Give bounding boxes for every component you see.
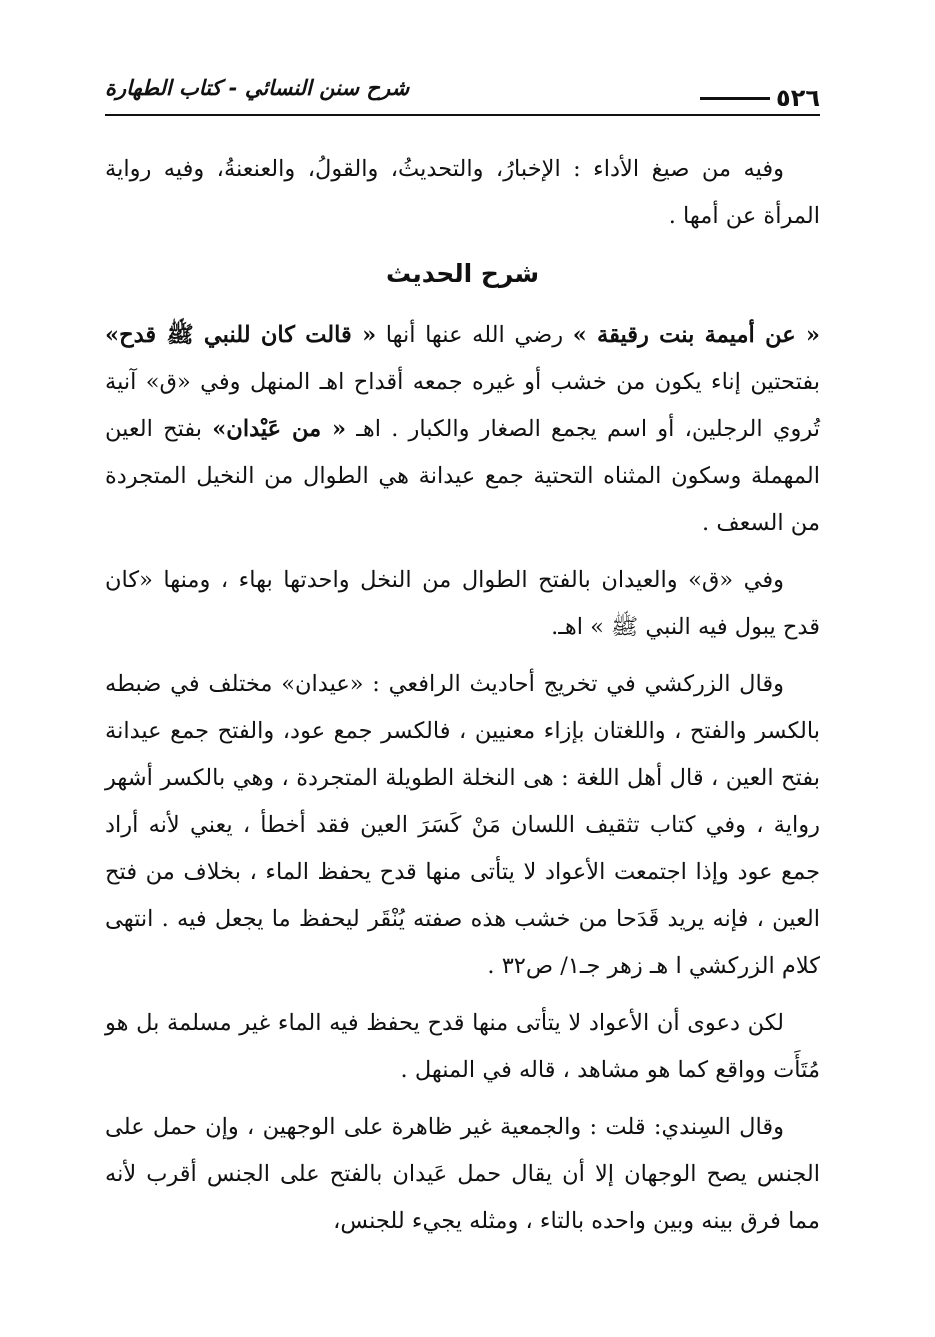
header-rule-ornament (700, 97, 770, 100)
quoted-hadith-text: « قالت كان للنبي ﷺ قدح» (105, 322, 377, 348)
body-text (105, 146, 820, 1245)
zarkashi-paragraph: وقال الزركشي في تخريج أحاديث الرافعي : «عيدان» مختلف في ضبطه بالكسر والفتح ، واللغتان بإزاء معنيين ، فالكسر جمع عود، والفتح جمع عيدانة بفتح العين ، قال أهل اللغة : هى النخلة الطويلة المتجردة ، وهي بالكسر أشهر رواية ، وفي كتاب تثقيف اللسان مَنْ كَسَرَ العين فقد أخطأ ، يعني لأنه أراد جمع عود وإذا اجتمعت الأعواد لا يتأتى منها قدح يحفظ الماء ، بخلاف من فتح العين ، فإنه يريد قَدَحا من خشب هذه صفته يُنْقَر ليحفظ ما يجعل فيه . انتهى كلام الزركشي ا هـ زهر جـ١/ ص٣٢ . (105, 671, 820, 979)
commentary-text: بفتحتين إناء يكون من خشب أو غيره جمعه أقداح اهـ المنهل وفي «ق» آنية تُروي الرجلين، أو اسم يجمع الصغار والكبار . اهـ (105, 369, 820, 442)
section-title: شرح الحديث (385, 259, 540, 288)
book-page (105, 66, 820, 1306)
page-number-text: ٥٢٦ (776, 84, 820, 112)
rebuttal-paragraph: لكن دعوى أن الأعواد لا يتأتى منها قدح يحفظ فيه الماء غير مسلمة بل هو مُتَأَت وواقع كما هو مشاهد ، قاله في المنهل . (105, 1010, 820, 1083)
sindi-paragraph: وقال السِندي: قلت : والجمعية غير ظاهرة على الوجهين ، وإن حمل على الجنس يصح الوجهان إلا أن يقال حمل عَيدان بالفتح على الجنس أقرب لأنه مما فرق بينه وبين واحده بالتاء ، ومثله يجيء للجنس، (105, 1114, 820, 1234)
quoted-narrator: « عن أميمة بنت رقيقة » (572, 322, 820, 348)
running-title: شرح سنن النسائي - كتاب الطهارة (105, 76, 410, 100)
commentary-text: رضي الله عنها أنها (376, 322, 573, 348)
hadith-commentary-paragraph (105, 312, 820, 547)
quoted-word: « من عَيْدان» (212, 416, 347, 442)
qamus-paragraph: وفي «ق» والعيدان بالفتح الطوال من النخل واحدتها بهاء ، ومنها «كان قدح يبول فيه النبي ﷺ » اهـ. (105, 567, 820, 640)
commentary-text: بفتح العين المهملة وسكون المثناه التحتية جمع عيدانة هي الطوال من النخيل المتجردة من السعف . (105, 416, 820, 536)
intro-paragraph: وفيه من صيغ الأداء : الإخبارُ، والتحديثُ، والقولُ، والعنعنةُ، وفيه رواية المرأة عن أمها . (105, 156, 820, 229)
page-number (700, 84, 820, 112)
running-header (105, 66, 820, 116)
